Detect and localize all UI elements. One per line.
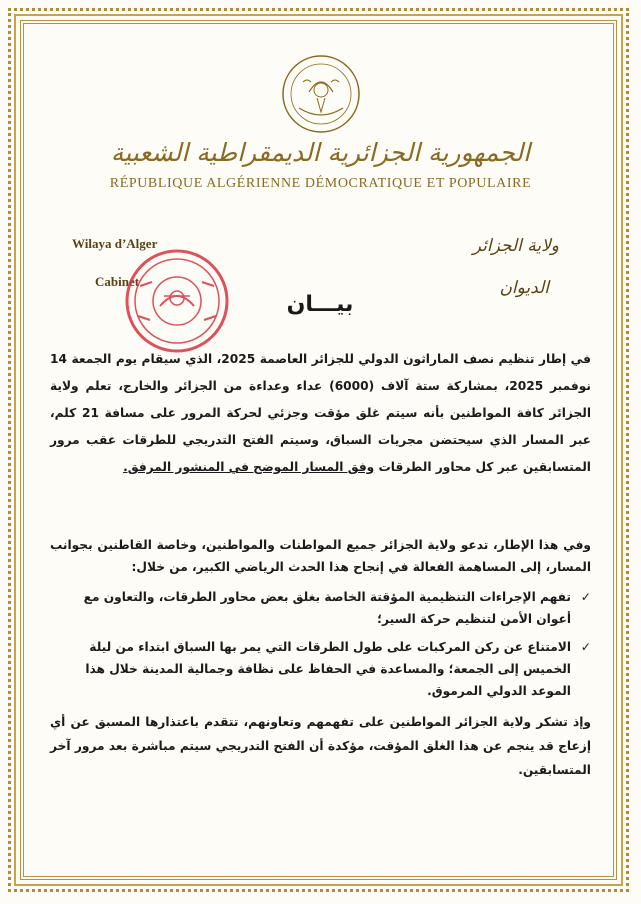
list-item [50,586,591,630]
republic-title-arabic: الجمهورية الجزائرية الديمقراطية الشعبية [110,138,531,167]
list-item-text: الامتناع عن ركن المركبات على طول الطرقات التي يمر بها السباق ابتداء من ليلة الخميس إلى الجمعة؛ والمساعدة في الحفاظ على نظافة وجمالية المدينة خلال هذا الموعد الدولي المرموق. [85,640,571,698]
route-reference-underlined: وفق المسار الموضح في المنشور المرفق. [123,460,375,474]
wilaya-label-french: Wilaya d’Alger [72,236,158,251]
list-item-text: تفهم الإجراءات التنظيمية المؤقتة الخاصة بغلق بعض محاور الطرقات، والتعاون مع أعوان الأمن لتنظيم حركة السير؛ [83,590,571,626]
checkmark-icon: ✓ [580,640,591,654]
list-item [50,636,591,702]
cabinet-label-french: Cabinet [95,274,140,289]
checkmark-icon: ✓ [580,590,591,604]
paragraph-closing: وإذ تشكر ولاية الجزائر المواطنين على تفهمهم وتعاونهم، تتقدم باعتذارها المسبق عن أي إزعاج قد ينجم عن هذا الغلق المؤقت، مؤكدة أن الفتح التدريجي سيتم مباشرة بعد مرور آخر المتسابقين. [50,715,591,777]
instructions-list [50,586,591,708]
paragraph-announcement-text: في إطار تنظيم نصف الماراثون الدولي للجزائر العاصمة 2025، الذي سيقام يوم الجمعة 14 نوفمبر 2025، بمشاركة ستة آلاف (6000) عداء وعداءة من الجزائر والخارج، تعلم ولاية الجزائر كافة المواطنين بأنه سيتم غلق مؤقت وجزئي لحركة المرور على مسافة 21 كلم، عبر المسار الذي سيحتضن مجريات السباق، وسيتم الفتح التدريجي للطرقات عقب مرور المتسابقين عبر كل محاور الطرقات [50,352,591,474]
paragraph-invitation: وفي هذا الإطار، تدعو ولاية الجزائر جميع المواطنات والمواطنين، وخاصة القاطنين بجوانب المسار، إلى المساهمة الفعالة في إنجاح هذا الحدث الرياضي الكبير، من خلال: [50,538,591,574]
national-emblem-icon [279,52,363,136]
page-title: بيـــان [286,292,354,317]
paragraph-announcement [50,346,591,481]
wilaya-label-arabic: ولاية الجزائر [472,236,559,256]
republic-title-french: RÉPUBLIQUE ALGÉRIENNE DÉMOCRATIQUE ET POPULAIRE [109,176,532,191]
cabinet-label-arabic: الديوان [499,278,549,298]
